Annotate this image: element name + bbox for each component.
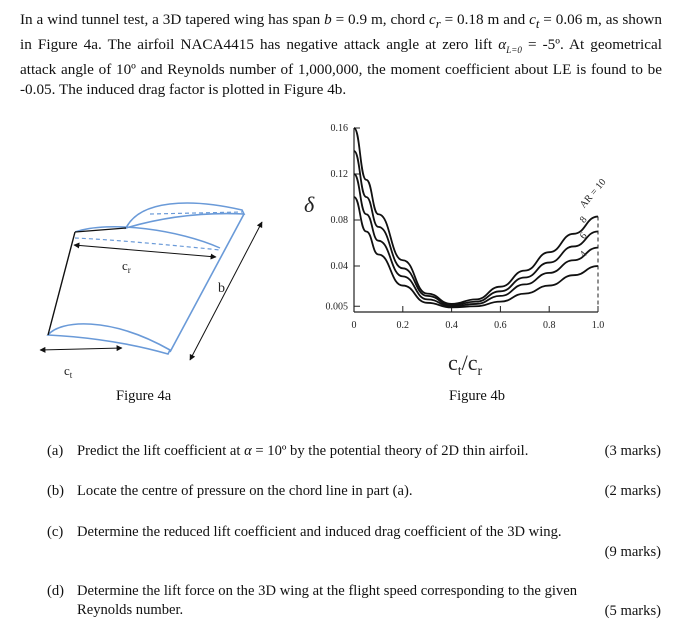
x-tick-label: 0.4 bbox=[445, 320, 458, 331]
chart-curves bbox=[354, 128, 608, 312]
cr-arrow bbox=[74, 245, 216, 257]
span-arrow bbox=[190, 222, 262, 360]
y-tick-label: 0.12 bbox=[330, 169, 348, 180]
leading-edge bbox=[48, 232, 75, 335]
delta-axis-label: δ bbox=[304, 192, 315, 217]
tip-chord-symbol: c bbox=[529, 11, 536, 28]
question-d-marks: (5 marks) bbox=[604, 603, 661, 619]
intro-text-5: = -5º. At geometrical attack angle of 10º and Reynolds number of 1,000,000, the moment coefficient about LE is found to be -0.05. The induced drag factor is plotted in Figure 4b. bbox=[20, 35, 662, 98]
series-label: 4 bbox=[577, 249, 590, 260]
series-label: 6 bbox=[577, 230, 590, 242]
y-tick-label: 0.08 bbox=[330, 215, 348, 226]
y-tick-label: 0.16 bbox=[330, 123, 348, 134]
series-curve bbox=[354, 128, 598, 304]
x-axis-label: $c_t/c_r$ bbox=[448, 350, 483, 379]
figure-4b-caption: Figure 4b bbox=[449, 388, 505, 404]
intro-text-4: = 0.06 m, as shown in Figure 4a. The airfoil NACA4415 has negative attack angle at zero lift bbox=[20, 11, 662, 53]
span-symbol: b bbox=[324, 11, 332, 28]
chart-axes bbox=[354, 128, 598, 312]
label-ct: $c_t$ bbox=[64, 363, 73, 380]
question-d bbox=[47, 582, 661, 622]
series-label: AR = 10 bbox=[577, 176, 609, 211]
question-b-text: Locate the centre of pressure on the chord line in part (a). bbox=[77, 483, 413, 499]
problem-statement bbox=[20, 10, 662, 99]
figure-4a-caption: Figure 4a bbox=[116, 388, 172, 404]
series-curve bbox=[354, 151, 598, 305]
label-b: b bbox=[218, 281, 225, 296]
series-label: 8 bbox=[577, 214, 590, 226]
root-chord-symbol: c bbox=[428, 11, 436, 28]
question-a-text: Predict the lift coefficient at α = 10º by the potential theory of 2D thin airfoil. bbox=[77, 443, 529, 459]
question-b-label: (b) bbox=[47, 483, 65, 499]
question-a-label: (a) bbox=[47, 443, 64, 459]
x-tick-label: 0 bbox=[351, 320, 357, 331]
intro-text-2: = 0.9 m, chord bbox=[331, 11, 429, 28]
question-a-marks: (3 marks) bbox=[604, 443, 661, 459]
question-c-text: Determine the reduced lift coefficient and induced drag coefficient of the 3D wing. bbox=[77, 524, 562, 540]
question-c bbox=[47, 523, 661, 563]
series-curve bbox=[354, 197, 598, 307]
x-tick-label: 1.0 bbox=[591, 320, 605, 331]
tip-chord-subscript: t bbox=[535, 17, 540, 32]
y-tick-label: 0.04 bbox=[330, 261, 348, 272]
question-d-text: Determine the lift force on the 3D wing at the flight speed corresponding to the given Reynolds number. bbox=[77, 583, 577, 618]
alpha-subscript: L=0 bbox=[506, 44, 522, 55]
y-tick-label: 0.005 bbox=[325, 301, 348, 313]
root-chord-subscript: r bbox=[435, 17, 441, 32]
x-tick-label: 0.8 bbox=[542, 320, 556, 331]
intro-text-3: = 0.18 m and bbox=[440, 11, 530, 28]
label-cr: $c_r$ bbox=[122, 258, 131, 275]
question-d-label: (d) bbox=[47, 583, 65, 599]
question-c-label: (c) bbox=[47, 524, 64, 540]
alpha-symbol: α bbox=[498, 35, 507, 53]
x-tick-label: 0.6 bbox=[494, 320, 507, 331]
tip-airfoil bbox=[126, 203, 244, 228]
chart-ticks bbox=[326, 123, 605, 331]
question-b-marks: (2 marks) bbox=[604, 483, 661, 499]
x-tick-label: 0.2 bbox=[396, 320, 410, 331]
figure-4a-wing-sketch bbox=[30, 190, 280, 390]
figure-4b-chart bbox=[298, 112, 638, 382]
ct-arrow bbox=[40, 348, 122, 350]
question-c-marks: (9 marks) bbox=[604, 544, 661, 560]
intro-text-1: In a wind tunnel test, a 3D tapered wing has span bbox=[20, 11, 325, 28]
